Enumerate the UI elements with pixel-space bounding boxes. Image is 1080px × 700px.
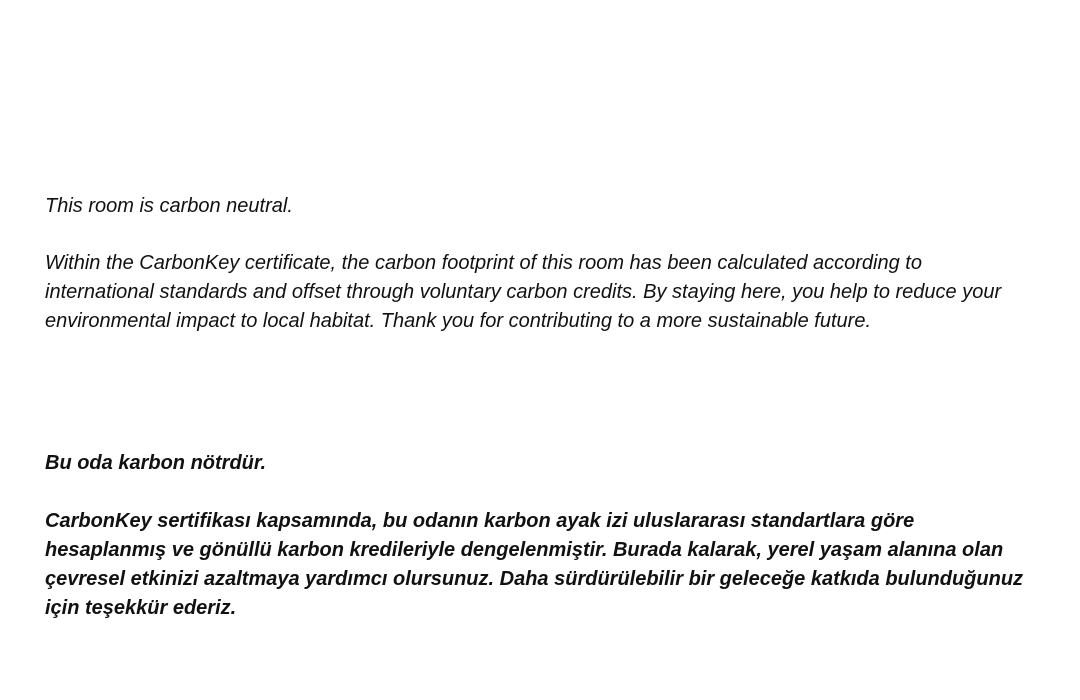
english-title: This room is carbon neutral. [45,195,293,217]
turkish-body: CarbonKey sertifikası kapsamında, bu odanın karbon ayak izi uluslararası standartlara göre hesaplanmış ve gönüllü karbon kredileriyle dengelenmiştir. Burada kalarak, yerel yaşam alanına olan çevresel etkinizi azaltmaya yardımcı olursunuz. Daha sürdürülebilir bir geleceğe katkıda bulunduğunuz için teşekkür ederiz. [45,510,1024,619]
turkish-title: Bu oda karbon nötrdür. [45,452,267,474]
english-body: Within the CarbonKey certificate, the carbon footprint of this room has been calculated according to international standards and offset through voluntary carbon credits. By staying here, you help to reduce your environmental impact to local habitat. Thank you for contributing to a more sustainable future. [45,252,1002,332]
